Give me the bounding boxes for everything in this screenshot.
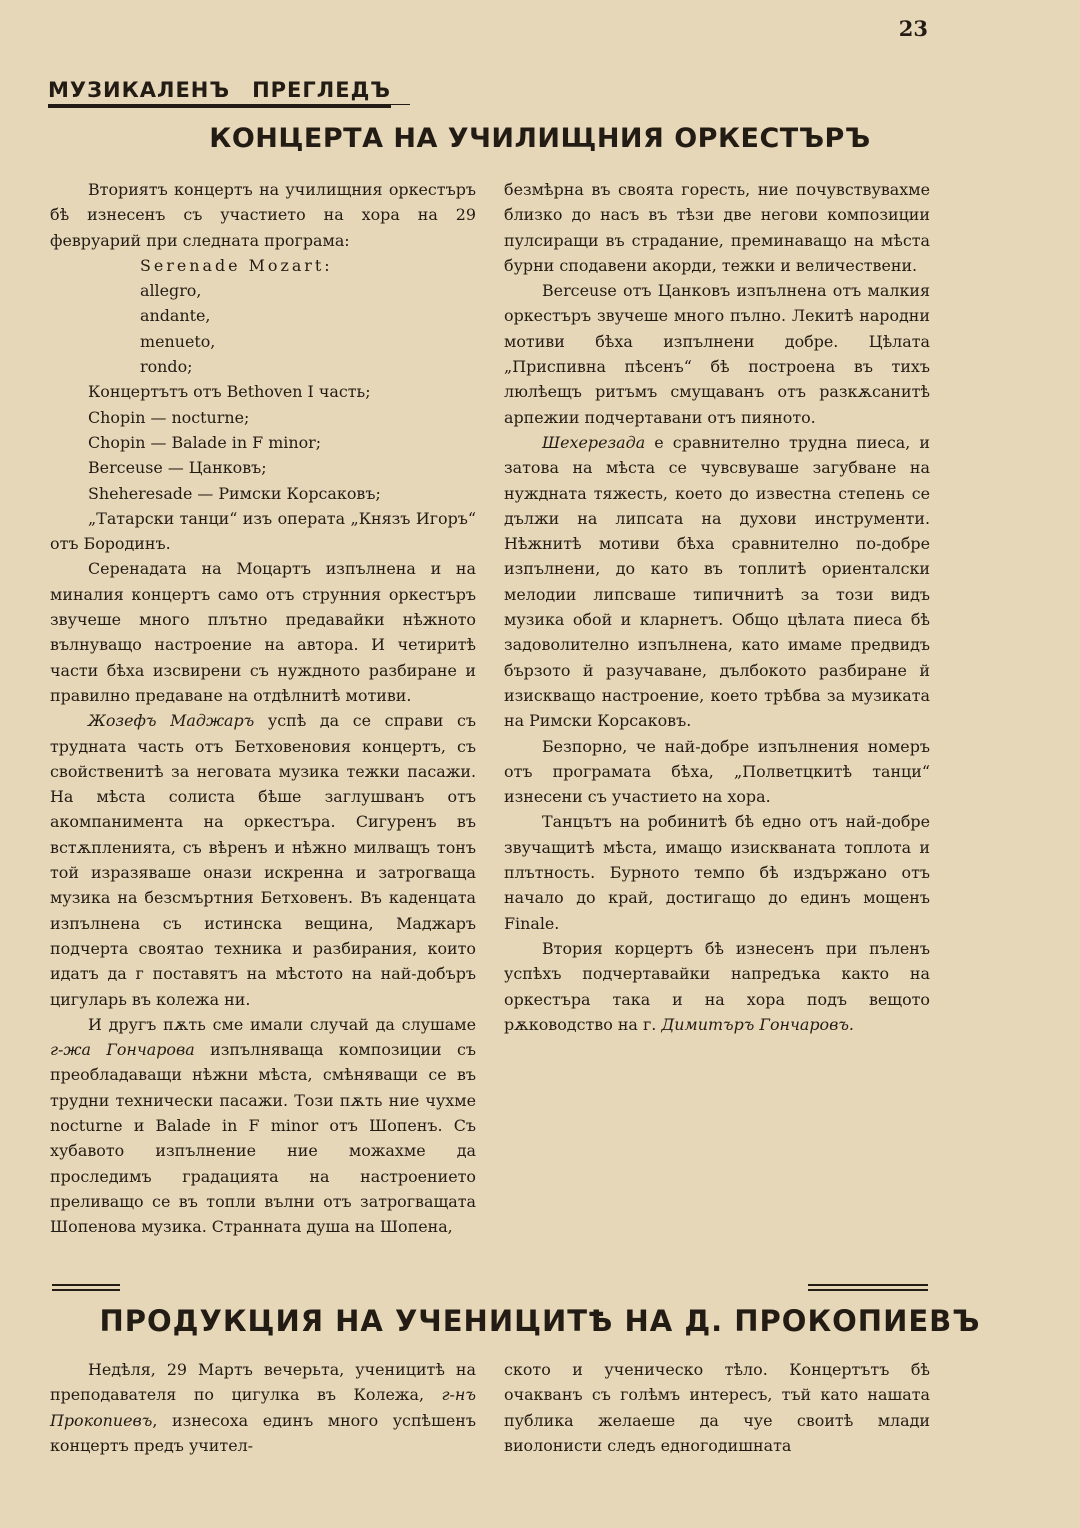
paragraph-final — [504, 936, 930, 1037]
program-movement: andante, — [140, 306, 211, 326]
paragraph-dance: Танцътъ на робинитѣ бѣ едно отъ най-добре звучащитѣ мѣста, имащо изискваната топлота и плътность. Бурното темпо бѣ издържано отъ начало до край, достигащо до единъ мощенъ Finale. — [504, 812, 930, 933]
paragraph-madjar — [50, 708, 476, 1012]
program-movement: menueto, — [140, 331, 216, 351]
paragraph-polovtsian: Безпорно, че най-добре изпълнения номеръ отъ програмата бѣха, „Полветцкитѣ танци“ изнесени съ участието на хора. — [504, 736, 930, 807]
program-movement: rondo; — [140, 357, 193, 377]
section-label-word-2: ПРЕГЛЕДЪ — [252, 78, 392, 102]
article2-paragraph-1-text-a: Недѣля, 29 Мартъ вечерьта, ученицитѣ на преподавателя по цигулка въ Колежа, — [50, 1360, 476, 1405]
paragraph-berceuse: Berceuse отъ Цанковъ изпълнена отъ малкия оркестъръ звучеше много пълно. Лекитѣ народни мотиви бѣха изпълнени добре. Цѣлата „Приспивна пѣсенъ“ бѣ построена въ тихъ люлѣещъ ритъмъ смущаванъ отъ разкѫсанитѣ арпежии подчертавани отъ пияното. — [504, 281, 930, 427]
paragraph-madjar-text: успѣ да се справи съ трудната часть отъ Бетховеновия концертъ, съ свойственитѣ за неговата музика тежки пасажи. На мѣста солиста бѣше заглушванъ отъ акомпанимента на оркестъра. Сигуренъ въ встѫпленията, съ вѣренъ и нѣжно милващъ тонъ той изразяваше онази искренна и затрогваща музика на безсмъртния Бетховенъ. Въ каденцата изпълнена съ истинска вещина, Маджаръ подчерта своятао техника и разбирания, които идатъ да г поставятъ на мѣстото на най-добъръ цигуларь въ колежа ни. — [50, 711, 476, 1009]
paragraph-goncharova-continued: безмѣрна въ своята горесть, ние почувствувахме близко до насъ въ тѣзи две негови композиции пулсиращи въ страдание, преминаващо на мѣста бурни сподавени акорди, тежки и величествени. — [504, 180, 930, 275]
paragraph-final-text: Втория корцертъ бѣ изнесенъ при пъленъ успѣхъ подчертавайки напредъка както на оркестъра така и на хора подъ вещото рѫководство на г. — [504, 938, 930, 1034]
paragraph-goncharova-text-a: И другъ пѫть сме имали случай да слушаме — [88, 1014, 476, 1034]
article-column-right — [504, 177, 930, 1037]
paragraph-sheherazade — [504, 430, 930, 734]
program-movement: allegro, — [140, 281, 202, 301]
program-item: Chopin — Balade in F minor; — [88, 432, 322, 452]
name-goncharova: г-жа Гончарова — [50, 1040, 195, 1060]
section-rule — [48, 104, 410, 105]
article2-column-left — [50, 1357, 476, 1458]
article2-paragraph-2: ското и ученическо тѣло. Концертътъ бѣ очакванъ съ голѣмъ интересъ, тъй като нашата публика желаеше да чуе своитѣ млади виолонисти следъ едногодишната — [504, 1360, 930, 1455]
paragraph-sheherazade-text: е сравнително трудна пиеса, и затова на мѣста се чувсвуваше загубване на нуждната тяжесть, което до известна степень се дължи на липсата на духови инструменти. Нѣжнитѣ мотиви бѣха сравнително по-добре изпълнени, до като въ топлитѣ ориенталски мелодии липсваше типичнитѣ за този видъ музика обой и кларнетъ. Общо цѣлата пиеса бѣ задоволително изпълнена, като имаме предвидъ бързото й разучаване, дълбокото разбиране й изискващо настроение, което трѣбва за музиката на Римски Корсаковъ. — [504, 432, 930, 731]
article-title-orchestra: КОНЦЕРТА НА УЧИЛИЩНИЯ ОРКЕСТЪРЪ — [209, 123, 871, 154]
article-title-prokopiev: ПРОДУКЦИЯ НА УЧЕНИЦИТѢ НА Д. ПРОКОПИЕВЪ — [99, 1304, 981, 1338]
article2-paragraph-1 — [50, 1357, 476, 1458]
program-list — [50, 253, 476, 506]
page-number: 23 — [898, 16, 928, 41]
program-item: Chopin — nocturne; — [88, 407, 250, 427]
divider-right — [808, 1284, 928, 1291]
name-madjar: Жозефъ Маджаръ — [88, 711, 255, 731]
paragraph-serenade: Серенадата на Моцартъ изпълнена и на миналия концертъ само отъ струнния оркестъръ звучеше много плътно предавайки нѣжното вълнуващо настроение на автора. И четиритѣ части бѣха изсвирени съ нуждното разбиране и правилно предаване на отдѣлнитѣ мотиви. — [50, 559, 476, 705]
program-item: Sheheresade — Римски Корсаковъ; — [88, 483, 381, 503]
name-prokopiev: г-нъ Прокопиевъ — [50, 1385, 476, 1430]
program-serenade: Serenade Mozart: — [140, 255, 333, 275]
article-column-left — [50, 177, 476, 1239]
article2-paragraph-1-text-b: , изнесоха единъ много успѣшенъ концертъ предъ учител- — [50, 1410, 476, 1455]
intro-paragraph: Вториятъ концертъ на училищния оркестъръ бѣ изнесенъ съ участието на хора на 29 февруарий при следната програма: — [50, 180, 476, 250]
name-dimitar-goncharov: Димитъръ Гончаровъ. — [661, 1014, 854, 1034]
program-item: Концертътъ отъ Bethoven I часть; — [88, 382, 371, 402]
paragraph-goncharova — [50, 1012, 476, 1240]
section-label-word-1: МУЗИКАЛЕНЪ — [48, 78, 231, 102]
program-last-item: „Татарски танци“ изъ операта „Князъ Игоръ“ отъ Бородинъ. — [50, 508, 476, 554]
name-sheherazade: Шехерезада — [542, 432, 646, 452]
program-item: Berceuse — Цанковъ; — [88, 458, 267, 478]
paragraph-goncharova-text-b: изпълняваща композиции съ преобладаващи нѣжни мѣста, смѣняващи се въ трудни технически пасажи. Този пѫть ние чухме nocturne и Balade in F minor отъ Шопенъ. Съ хубавото изпълнение ние можахме да проследимъ градацията на настроението преливащо се въ топли вълни отъ затрогващата Шопенова музика. Странната душа на Шопена, — [50, 1040, 476, 1237]
divider-left — [52, 1284, 120, 1291]
article2-column-right — [504, 1357, 930, 1458]
